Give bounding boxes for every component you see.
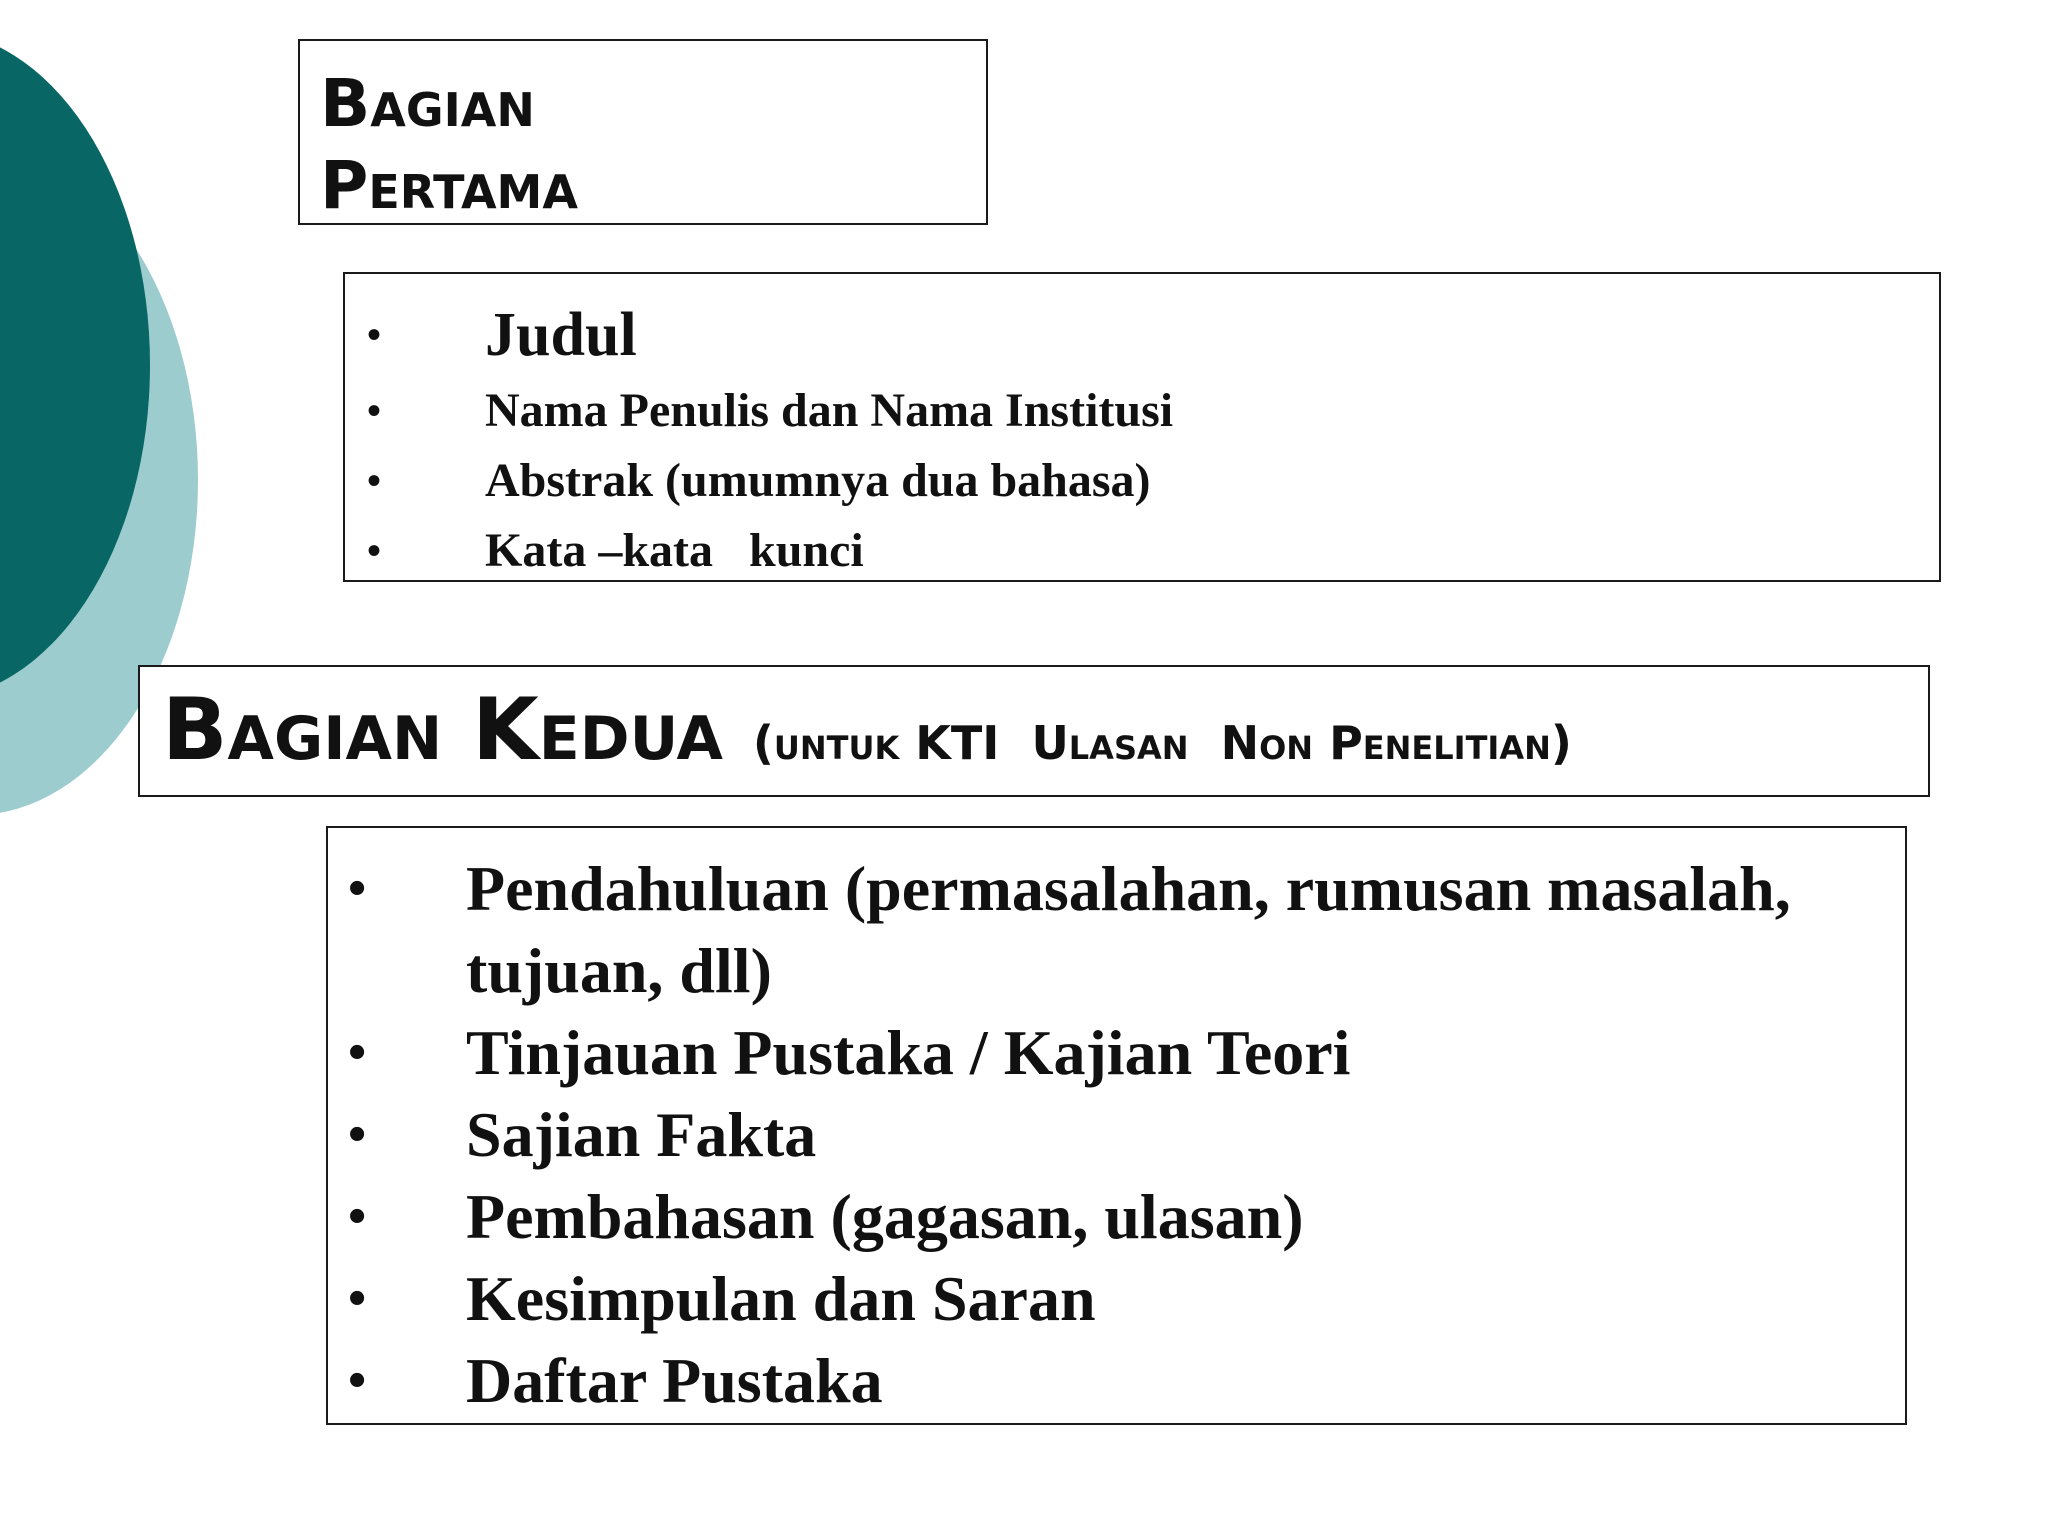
list-item bbox=[348, 1176, 1888, 1258]
section2-title-box bbox=[138, 665, 1930, 797]
list-item-text: Pembahasan (gagasan, ulasan) bbox=[466, 1181, 1304, 1252]
list-item bbox=[367, 294, 1907, 376]
list-item-text: Judul bbox=[485, 301, 637, 369]
bullet-icon: • bbox=[367, 458, 382, 503]
list-item bbox=[348, 1340, 1888, 1422]
section2-title-main: Bagian Kedua bbox=[162, 680, 723, 780]
list-item-text: Daftar Pustaka bbox=[466, 1345, 883, 1416]
section1-title bbox=[320, 63, 880, 227]
section2-list-box bbox=[326, 826, 1907, 1425]
bullet-icon: • bbox=[348, 1106, 367, 1163]
section1-title-line1: Bagian bbox=[320, 65, 535, 142]
list-item-text: Sajian Fakta bbox=[466, 1099, 817, 1170]
list-item bbox=[348, 1012, 1888, 1094]
list-item bbox=[348, 1094, 1888, 1176]
section2-title-subtitle: (untuk KTI Ulasan Non Penelitian) bbox=[752, 716, 1572, 770]
bullet-icon: • bbox=[367, 388, 382, 433]
list-item bbox=[367, 446, 1907, 516]
list-item bbox=[367, 516, 1907, 586]
section1-title-box bbox=[298, 39, 988, 225]
section1-list-box bbox=[343, 272, 1941, 582]
bullet-icon: • bbox=[348, 1024, 367, 1081]
list-item-text: Kata –kata kunci bbox=[485, 524, 864, 577]
list-item-text: Abstrak (umumnya dua bahasa) bbox=[485, 454, 1151, 507]
bullet-icon: • bbox=[367, 312, 382, 357]
list-item-text: Pendahuluan (permasalahan, rumusan masalah, tujuan, dll) bbox=[466, 853, 1791, 1006]
bullet-icon: • bbox=[348, 1188, 367, 1245]
section1-title-line2: Pertama bbox=[320, 147, 578, 224]
list-item bbox=[367, 376, 1907, 446]
section2-title bbox=[162, 680, 1572, 788]
section2-list bbox=[348, 848, 1888, 1422]
list-item-text: Kesimpulan dan Saran bbox=[466, 1263, 1096, 1334]
list-item-text: Tinjauan Pustaka / Kajian Teori bbox=[466, 1017, 1351, 1088]
list-item-text: Nama Penulis dan Nama Institusi bbox=[485, 384, 1174, 437]
bullet-icon: • bbox=[348, 1270, 367, 1327]
bullet-icon: • bbox=[367, 528, 382, 573]
bullet-icon: • bbox=[348, 860, 367, 917]
list-item bbox=[348, 848, 1888, 1012]
bullet-icon: • bbox=[348, 1352, 367, 1409]
list-item bbox=[348, 1258, 1888, 1340]
section1-list bbox=[367, 294, 1907, 586]
